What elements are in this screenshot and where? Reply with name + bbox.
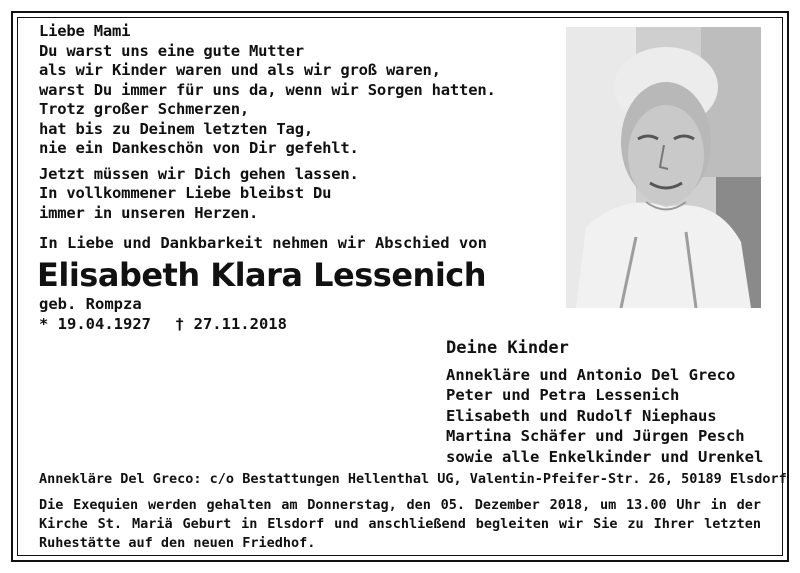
portrait-photo: [566, 27, 761, 308]
poem-line: nie ein Dankeschön von Dir gefehlt.: [39, 139, 359, 157]
family-block: [446, 338, 763, 467]
family-member: Peter und Petra Lessenich: [446, 386, 680, 404]
poem-line: Trotz großer Schmerzen,: [39, 100, 250, 118]
family-member: sowie alle Enkelkinder und Urenkel: [446, 447, 764, 466]
family-member: Elisabeth und Rudolf Niephaus: [446, 406, 717, 425]
family-heading: Deine Kinder: [446, 338, 569, 358]
birth-date: * 19.04.1927: [39, 315, 151, 333]
poem-line: In vollkommener Liebe bleibst Du: [39, 184, 332, 202]
family-member: Martina Schäfer und Jürgen Pesch: [446, 427, 745, 445]
farewell-line: In Liebe und Dankbarkeit nehmen wir Abschied von: [39, 234, 487, 252]
poem-line: als wir Kinder waren und als wir groß waren,: [39, 61, 441, 79]
poem-line: Jetzt müssen wir Dich gehen lassen.: [39, 164, 359, 183]
poem-line: immer in unseren Herzen.: [39, 203, 259, 222]
poem-line: hat bis zu Deinem letzten Tag,: [39, 119, 313, 138]
life-dates: [39, 315, 287, 333]
poem: [39, 22, 496, 223]
contact-address: Annekläre Del Greco: c/o Bestattungen Hellenthal UG, Valentin-Pfeifer-Str. 26, 50189 Elsdorf: [39, 471, 787, 487]
poem-line: Du warst uns eine gute Mutter: [39, 41, 304, 60]
poem-line: warst Du immer für uns da, wenn wir Sorgen hatten.: [39, 80, 496, 99]
poem-line: Liebe Mami: [39, 22, 131, 40]
deceased-name: Elisabeth Klara Lessenich: [37, 256, 487, 294]
portrait-illustration: [566, 27, 761, 308]
family-member: Annekläre und Antonio Del Greco: [446, 365, 736, 384]
service-info: Die Exequien werden gehalten am Donnerstag, den 05. Dezember 2018, um 13.00 Uhr in der Kirche St. Mariä Geburt in Elsdorf und anschließend begleiten wir Sie zu Ihrer letzten Ruhestätte auf den neuen Friedhof.: [39, 497, 761, 551]
death-date: † 27.11.2018: [174, 315, 287, 333]
birth-name: geb. Rompza: [39, 295, 142, 313]
